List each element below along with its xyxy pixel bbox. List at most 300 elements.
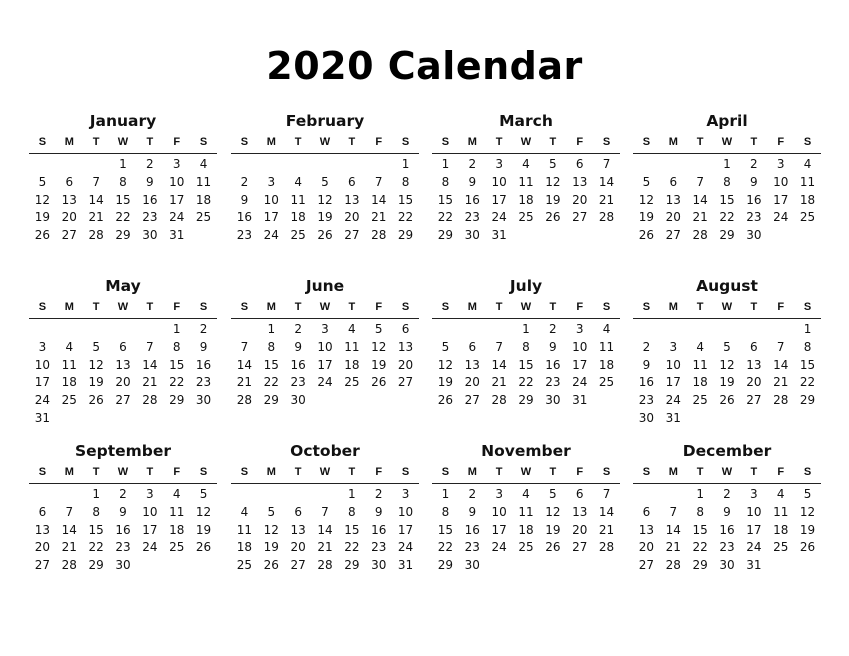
day-cell: 9: [119, 504, 127, 519]
day-cell: 4: [803, 157, 812, 171]
month-june: [231, 276, 419, 410]
day-cell: 22: [437, 210, 454, 225]
day-cell: 28: [692, 228, 708, 243]
day-cell: 10: [34, 357, 51, 372]
weekday-label: W: [721, 466, 733, 478]
day-cell: 22: [437, 540, 454, 555]
weekday-label: M: [467, 301, 477, 313]
weekday-label: T: [294, 301, 302, 313]
weekday-label: S: [803, 136, 812, 148]
day-cell: 13: [34, 522, 51, 537]
day-cell: 5: [321, 174, 329, 189]
empty-cell: [56, 486, 83, 504]
month-april: [633, 111, 821, 245]
weekday-label: M: [266, 466, 276, 478]
day-cell: 18: [692, 375, 708, 390]
day-grid: [231, 486, 419, 575]
day-grid: [432, 156, 620, 245]
day-cell: 17: [665, 375, 681, 390]
empty-cell: [83, 156, 110, 174]
day-cell: 4: [522, 157, 530, 171]
weekday-label: M: [467, 136, 477, 148]
day-cell: 11: [169, 504, 185, 519]
day-cell: 12: [88, 357, 104, 372]
day-cell: 9: [374, 504, 383, 519]
weekday-header: [231, 461, 419, 484]
day-cell: 30: [142, 228, 158, 243]
month-march: [432, 111, 620, 245]
day-cell: 28: [371, 228, 387, 243]
day-cell: 20: [572, 192, 588, 207]
day-cell: 22: [88, 540, 104, 555]
day-cell: 27: [115, 393, 131, 408]
weekday-label: T: [294, 466, 302, 478]
day-cell: 3: [267, 174, 276, 189]
weekday-label: S: [240, 466, 249, 478]
day-cell: 27: [665, 228, 681, 243]
weekday-label: S: [441, 136, 450, 148]
day-cell: 13: [397, 339, 414, 354]
day-cell: 19: [719, 375, 735, 390]
weekday-label: S: [642, 136, 651, 148]
day-cell: 16: [464, 522, 480, 537]
day-cell: 25: [598, 375, 615, 390]
day-cell: 1: [723, 157, 731, 171]
day-cell: 5: [374, 322, 383, 336]
day-cell: 29: [344, 558, 360, 573]
day-cell: 3: [38, 339, 47, 354]
day-cell: 31: [397, 558, 414, 573]
weekday-label: T: [92, 301, 100, 313]
day-cell: 11: [236, 522, 253, 537]
day-cell: 4: [522, 487, 530, 501]
empty-cell: [633, 156, 660, 174]
day-cell: 12: [545, 174, 561, 189]
day-cell: 10: [746, 504, 762, 519]
day-cell: 25: [799, 210, 816, 225]
day-cell: 1: [172, 322, 181, 336]
day-cell: 6: [669, 174, 678, 189]
weekday-label: S: [803, 466, 812, 478]
day-cell: 14: [142, 357, 158, 372]
day-cell: 13: [290, 522, 306, 537]
day-cell: 15: [344, 522, 360, 537]
day-cell: 7: [92, 174, 100, 189]
empty-cell: [110, 321, 137, 339]
day-cell: 9: [723, 504, 731, 519]
day-cell: 29: [799, 393, 816, 408]
empty-cell: [29, 486, 56, 504]
day-cell: 5: [92, 339, 100, 354]
weekday-label: F: [576, 466, 584, 478]
weekday-label: M: [64, 301, 74, 313]
day-cell: 22: [518, 375, 534, 390]
day-cell: 10: [491, 504, 507, 519]
day-grid: [29, 486, 217, 575]
day-cell: 2: [642, 339, 651, 354]
day-cell: 9: [468, 174, 477, 189]
weekday-label: T: [696, 466, 704, 478]
day-cell: 27: [344, 228, 360, 243]
weekday-label: F: [375, 466, 383, 478]
day-cell: 5: [549, 487, 557, 501]
day-cell: 22: [169, 375, 185, 390]
day-cell: 13: [344, 192, 360, 207]
weekday-label: S: [642, 466, 651, 478]
weekday-header: [231, 131, 419, 154]
day-cell: 10: [491, 174, 507, 189]
day-cell: 17: [142, 522, 158, 537]
day-cell: 29: [719, 228, 735, 243]
weekday-label: S: [602, 301, 611, 313]
weekday-label: S: [803, 301, 812, 313]
day-cell: 17: [397, 522, 414, 537]
day-cell: 9: [199, 339, 208, 354]
weekday-header: [432, 296, 620, 319]
day-cell: 26: [317, 228, 333, 243]
day-cell: 11: [692, 357, 708, 372]
day-cell: 25: [169, 540, 185, 555]
day-cell: 25: [344, 375, 360, 390]
day-cell: 21: [491, 375, 507, 390]
day-cell: 1: [348, 487, 356, 501]
weekday-label: S: [38, 136, 47, 148]
day-cell: 18: [169, 522, 185, 537]
day-cell: 4: [696, 339, 704, 354]
day-cell: 20: [115, 375, 131, 390]
day-cell: 17: [169, 192, 185, 207]
day-cell: 3: [321, 322, 329, 336]
day-cell: 12: [545, 504, 561, 519]
month-january: [29, 111, 217, 245]
weekday-label: M: [668, 301, 678, 313]
day-cell: 9: [642, 357, 651, 372]
day-cell: 29: [397, 228, 414, 243]
weekday-label: M: [668, 466, 678, 478]
day-cell: 25: [236, 558, 253, 573]
day-grid: [633, 486, 821, 575]
day-cell: 19: [638, 210, 655, 225]
month-name: January: [89, 112, 157, 130]
day-cell: 20: [290, 540, 306, 555]
day-cell: 15: [263, 357, 279, 372]
month-february: [231, 111, 419, 245]
day-cell: 7: [240, 339, 249, 354]
empty-cell: [740, 321, 767, 339]
day-cell: 27: [397, 375, 414, 390]
day-cell: 29: [437, 228, 454, 243]
day-cell: 31: [746, 558, 762, 573]
day-cell: 22: [692, 540, 708, 555]
day-cell: 4: [602, 322, 611, 336]
weekday-label: S: [38, 301, 47, 313]
day-cell: 7: [374, 174, 383, 189]
day-cell: 7: [696, 174, 704, 189]
day-cell: 25: [290, 228, 306, 243]
weekday-label: S: [401, 466, 410, 478]
empty-cell: [365, 156, 392, 174]
day-cell: 11: [290, 192, 306, 207]
day-cell: 10: [665, 357, 681, 372]
day-cell: 12: [638, 192, 655, 207]
day-cell: 4: [240, 504, 249, 519]
day-cell: 23: [236, 228, 253, 243]
day-cell: 6: [575, 487, 584, 501]
day-cell: 24: [169, 210, 185, 225]
day-cell: 12: [34, 192, 51, 207]
day-cell: 3: [776, 157, 785, 171]
day-cell: 8: [119, 174, 127, 189]
day-cell: 19: [371, 357, 387, 372]
day-cell: 6: [65, 174, 74, 189]
day-cell: 18: [598, 357, 615, 372]
day-cell: 6: [642, 504, 651, 519]
weekday-header: [633, 461, 821, 484]
day-cell: 21: [371, 210, 387, 225]
weekday-label: W: [520, 136, 532, 148]
day-cell: 26: [719, 393, 735, 408]
empty-cell: [687, 321, 714, 339]
day-cell: 24: [746, 540, 762, 555]
weekday-label: W: [319, 301, 331, 313]
day-cell: 24: [773, 210, 789, 225]
day-cell: 26: [638, 228, 655, 243]
day-cell: 22: [263, 375, 279, 390]
empty-cell: [660, 321, 687, 339]
day-cell: 28: [598, 210, 615, 225]
day-cell: 8: [522, 339, 530, 354]
day-cell: 20: [344, 210, 360, 225]
weekday-label: W: [117, 301, 129, 313]
weekday-label: M: [64, 466, 74, 478]
day-cell: 29: [692, 558, 708, 573]
weekday-label: S: [441, 466, 450, 478]
day-cell: 26: [195, 540, 212, 555]
day-cell: 31: [34, 410, 51, 425]
weekday-label: T: [92, 466, 100, 478]
day-cell: 29: [263, 393, 279, 408]
day-cell: 2: [146, 157, 154, 171]
day-cell: 24: [142, 540, 158, 555]
day-cell: 27: [746, 393, 762, 408]
day-cell: 9: [468, 504, 477, 519]
weekday-header: [432, 461, 620, 484]
day-cell: 19: [317, 210, 333, 225]
day-cell: 19: [88, 375, 104, 390]
weekday-header: [231, 296, 419, 319]
empty-cell: [83, 321, 110, 339]
day-cell: 28: [317, 558, 333, 573]
day-cell: 2: [750, 157, 758, 171]
day-cell: 10: [317, 339, 333, 354]
empty-cell: [231, 321, 258, 339]
day-cell: 26: [545, 210, 561, 225]
empty-cell: [633, 321, 660, 339]
day-cell: 28: [88, 228, 104, 243]
day-cell: 25: [195, 210, 212, 225]
day-cell: 21: [692, 210, 708, 225]
day-cell: 3: [669, 339, 678, 354]
day-cell: 14: [61, 522, 77, 537]
day-cell: 19: [34, 210, 51, 225]
weekday-label: T: [696, 136, 704, 148]
day-cell: 28: [598, 540, 615, 555]
day-cell: 27: [638, 558, 655, 573]
day-cell: 17: [491, 522, 507, 537]
day-cell: 17: [263, 210, 279, 225]
month-august: [633, 276, 821, 428]
month-name: April: [706, 112, 748, 130]
empty-cell: [312, 156, 339, 174]
day-cell: 23: [464, 540, 480, 555]
day-cell: 6: [575, 157, 584, 171]
day-cell: 23: [464, 210, 480, 225]
day-cell: 29: [437, 558, 454, 573]
day-cell: 15: [437, 522, 454, 537]
day-cell: 2: [119, 487, 127, 501]
weekday-label: W: [520, 466, 532, 478]
weekday-label: S: [199, 466, 208, 478]
day-cell: 2: [374, 487, 383, 501]
day-cell: 8: [723, 174, 731, 189]
empty-cell: [56, 321, 83, 339]
day-cell: 2: [240, 174, 249, 189]
day-grid: [231, 321, 419, 410]
weekday-label: M: [266, 301, 276, 313]
weekday-label: W: [117, 136, 129, 148]
weekday-label: S: [240, 136, 249, 148]
day-cell: 11: [344, 339, 360, 354]
day-cell: 8: [696, 504, 704, 519]
day-cell: 18: [236, 540, 253, 555]
weekday-label: T: [294, 136, 302, 148]
day-cell: 17: [317, 357, 333, 372]
day-cell: 7: [602, 157, 611, 171]
day-cell: 24: [491, 210, 507, 225]
weekday-label: F: [375, 136, 383, 148]
day-cell: 21: [88, 210, 104, 225]
day-cell: 7: [65, 504, 74, 519]
day-cell: 13: [638, 522, 655, 537]
day-cell: 29: [169, 393, 185, 408]
day-cell: 6: [348, 174, 356, 189]
weekday-header: [633, 296, 821, 319]
weekday-label: F: [777, 466, 785, 478]
day-cell: 5: [723, 339, 731, 354]
day-cell: 16: [638, 375, 655, 390]
day-cell: 27: [572, 210, 588, 225]
weekday-label: T: [348, 301, 356, 313]
month-name: June: [305, 277, 345, 295]
day-cell: 26: [799, 540, 816, 555]
day-cell: 12: [263, 522, 279, 537]
day-cell: 20: [34, 540, 51, 555]
day-cell: 30: [638, 410, 655, 425]
day-cell: 23: [290, 375, 306, 390]
day-cell: 21: [317, 540, 333, 555]
day-cell: 16: [195, 357, 212, 372]
day-cell: 2: [468, 157, 477, 171]
day-cell: 3: [495, 157, 503, 171]
day-cell: 6: [119, 339, 127, 354]
weekday-label: M: [467, 466, 477, 478]
day-cell: 4: [294, 174, 302, 189]
day-cell: 13: [464, 357, 480, 372]
day-cell: 2: [199, 322, 208, 336]
day-cell: 23: [195, 375, 212, 390]
day-cell: 28: [491, 393, 507, 408]
day-cell: 13: [115, 357, 131, 372]
day-cell: 3: [146, 487, 154, 501]
empty-cell: [231, 156, 258, 174]
day-cell: 18: [195, 192, 212, 207]
day-cell: 13: [746, 357, 762, 372]
day-cell: 16: [142, 192, 158, 207]
day-cell: 4: [172, 487, 181, 501]
day-cell: 4: [776, 487, 785, 501]
month-october: [231, 441, 419, 575]
day-cell: 31: [491, 228, 507, 243]
day-cell: 7: [669, 504, 678, 519]
day-cell: 5: [642, 174, 651, 189]
day-cell: 29: [115, 228, 131, 243]
day-cell: 8: [172, 339, 181, 354]
day-cell: 4: [199, 157, 208, 171]
weekday-label: T: [495, 136, 503, 148]
day-cell: 24: [263, 228, 279, 243]
day-cell: 8: [348, 504, 356, 519]
day-cell: 18: [518, 192, 534, 207]
weekday-label: S: [38, 466, 47, 478]
day-grid: [633, 156, 821, 245]
weekday-label: T: [348, 136, 356, 148]
weekday-label: W: [520, 301, 532, 313]
month-name: September: [74, 442, 172, 460]
day-cell: 17: [773, 192, 789, 207]
day-cell: 16: [545, 357, 561, 372]
day-cell: 28: [142, 393, 158, 408]
weekday-label: F: [777, 301, 785, 313]
month-name: October: [290, 442, 360, 460]
empty-cell: [338, 156, 365, 174]
day-cell: 2: [468, 487, 477, 501]
day-cell: 27: [61, 228, 77, 243]
day-cell: 3: [401, 487, 410, 501]
weekday-label: F: [777, 136, 785, 148]
day-cell: 9: [294, 339, 302, 354]
day-cell: 18: [799, 192, 816, 207]
day-cell: 15: [397, 192, 414, 207]
day-cell: 28: [61, 558, 77, 573]
day-cell: 18: [344, 357, 360, 372]
empty-cell: [29, 156, 56, 174]
day-grid: [231, 156, 419, 245]
day-cell: 21: [236, 375, 253, 390]
day-cell: 29: [518, 393, 534, 408]
day-cell: 4: [65, 339, 74, 354]
day-cell: 23: [746, 210, 762, 225]
weekday-label: T: [549, 136, 557, 148]
weekday-header: [29, 461, 217, 484]
day-cell: 24: [397, 540, 414, 555]
empty-cell: [687, 156, 714, 174]
day-cell: 4: [348, 322, 356, 336]
day-cell: 20: [464, 375, 480, 390]
empty-cell: [486, 321, 513, 339]
day-cell: 8: [803, 339, 812, 354]
day-cell: 2: [549, 322, 557, 336]
weekday-label: M: [64, 136, 74, 148]
